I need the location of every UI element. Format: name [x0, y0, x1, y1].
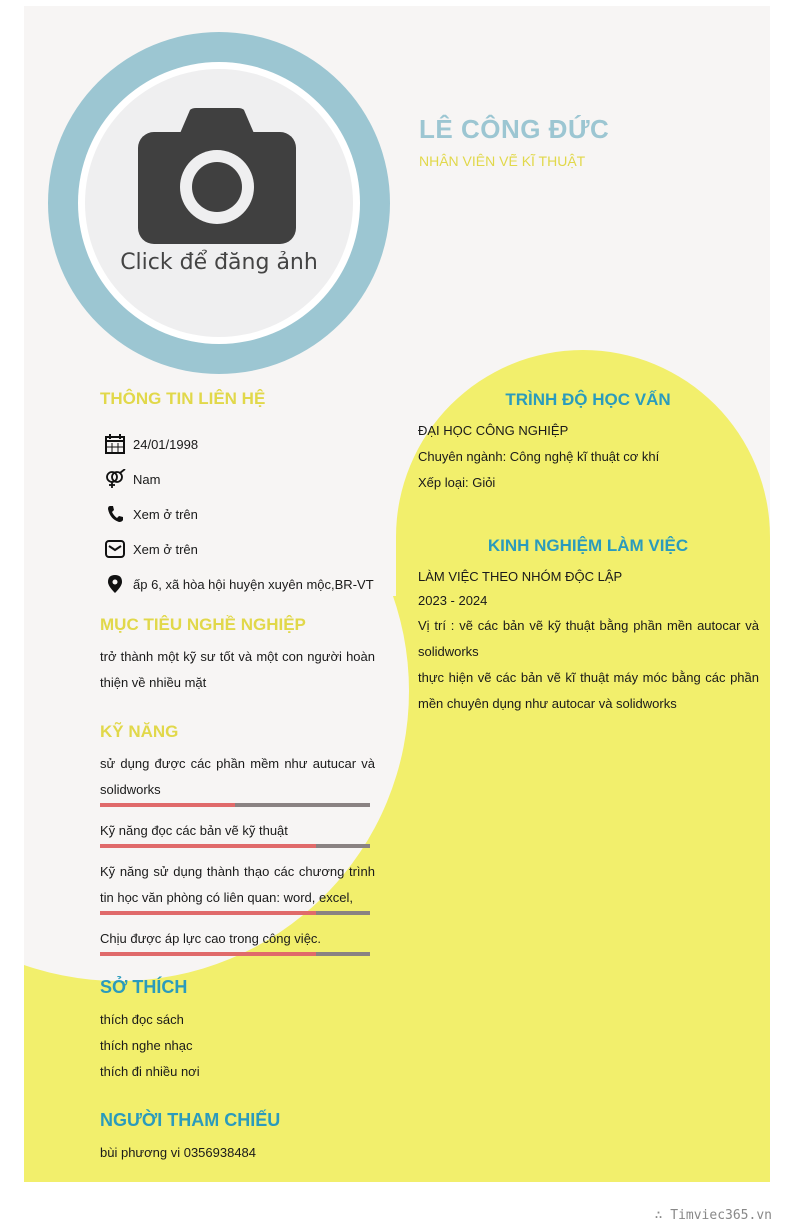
address-value: ấp 6, xã hòa hội huyện xuyên mộc,BR-VT: [133, 576, 374, 592]
education-grade: Xếp loại: Giỏi: [418, 475, 496, 490]
objective-title: MỤC TIÊU NGHỀ NGHIỆP: [100, 615, 306, 634]
skill-bar: [100, 952, 370, 956]
skill-label: Kỹ năng sử dụng thành thạo các chương trình tin học văn phòng có liên quan: word, excel,: [100, 864, 375, 905]
gender-icon: [104, 469, 126, 489]
skill-bar-fill: [100, 911, 316, 915]
skill-bar-fill: [100, 803, 235, 807]
contact-address: [104, 574, 374, 594]
skill-bar: [100, 911, 370, 915]
experience-description: Vị trí : vẽ các bản vẽ kỹ thuật bằng phần mền autocar và solidworks: [418, 618, 759, 659]
hobby-item: thích nghe nhạc: [100, 1038, 193, 1053]
cv-page: [24, 6, 770, 1182]
hobby-item: thích đi nhiều nơi: [100, 1064, 200, 1079]
education-title: TRÌNH ĐỘ HỌC VẤN: [505, 390, 671, 409]
references-title: NGƯỜI THAM CHIẾU: [100, 1110, 281, 1130]
hobby-item: thích đọc sách: [100, 1012, 184, 1027]
email-value: Xem ở trên: [133, 541, 198, 557]
envelope-icon: [104, 539, 126, 559]
dob-value: 24/01/1998: [133, 436, 199, 452]
contact-email: [104, 539, 198, 559]
reference-text: bùi phương vi 0356938484: [100, 1145, 257, 1160]
contact-phone: [104, 504, 198, 524]
skill-bar-fill: [100, 952, 316, 956]
phone-icon: [104, 504, 126, 524]
contact-dob: [104, 434, 198, 454]
candidate-name: LÊ CÔNG ĐỨC: [419, 114, 610, 144]
education-major: Chuyên ngành: Công nghệ kĩ thuật cơ khí: [418, 449, 660, 464]
footer-watermark[interactable]: ∴ Timviec365.vn: [654, 1208, 772, 1223]
experience-duties: thực hiện vẽ các bản vẽ kĩ thuật máy móc bằng các phần mền chuyên dụng như autocar và solidworks: [418, 670, 759, 711]
skill-bar: [100, 844, 370, 848]
experience-title: KINH NGHIỆM LÀM VIỆC: [487, 536, 689, 555]
skill-bar-fill: [100, 844, 316, 848]
experience-period: 2023 - 2024: [418, 593, 488, 608]
camera-icon[interactable]: [138, 108, 296, 244]
objective-text: trở thành một kỹ sư tốt và một con người hoàn thiện về nhiều mặt: [100, 649, 375, 690]
map-pin-icon: [104, 574, 126, 594]
hobbies-title: SỞ THÍCH: [100, 977, 188, 997]
skill-label: sử dụng được các phần mềm như autucar và solidworks: [100, 756, 375, 797]
gender-value: Nam: [133, 471, 161, 487]
skill-label: Chịu được áp lực cao trong công việc.: [100, 931, 322, 946]
job-title: NHÂN VIÊN VẼ KĨ THUẬT: [419, 153, 586, 169]
contact-gender: [104, 469, 160, 489]
contact-title: THÔNG TIN LIÊN HỆ: [100, 389, 266, 408]
calendar-icon: [104, 434, 126, 454]
phone-value: Xem ở trên: [133, 506, 198, 522]
experience-company: LÀM VIỆC THEO NHÓM ĐỘC LẬP: [418, 569, 623, 584]
skill-label: Kỹ năng đọc các bản vẽ kỹ thuật: [100, 823, 288, 838]
skill-bar: [100, 803, 370, 807]
education-school: ĐẠI HỌC CÔNG NGHIỆP: [418, 423, 569, 438]
photo-caption[interactable]: Click để đăng ảnh: [120, 250, 318, 275]
skills-title: KỸ NĂNG: [100, 722, 179, 741]
